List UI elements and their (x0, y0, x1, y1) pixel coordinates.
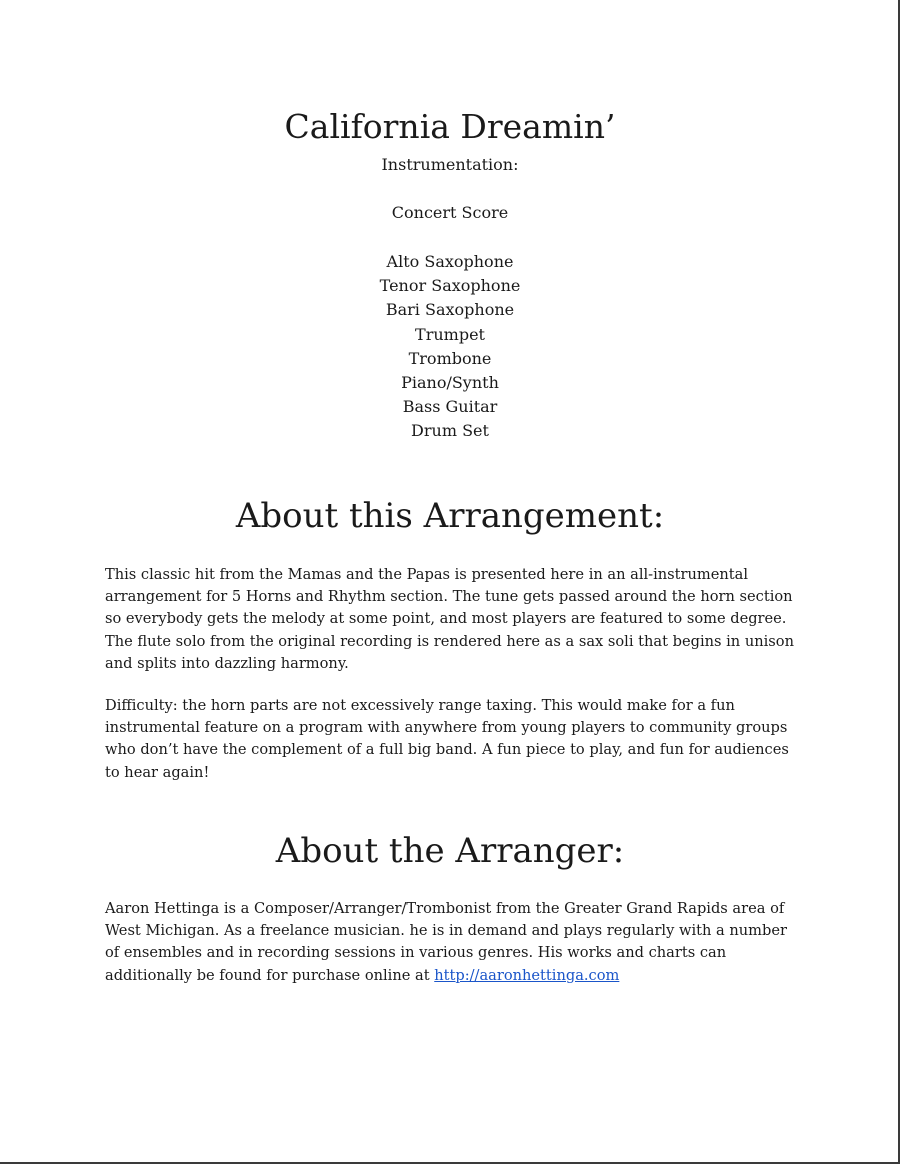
instrument-item: Bass Guitar (402, 397, 498, 417)
instrument-item: Trumpet (415, 324, 485, 344)
instrument-item: Drum Set (411, 421, 489, 441)
arranger-website-link[interactable]: http://aaronhettinga.com (434, 966, 620, 984)
arranger-bio-paragraph (105, 898, 800, 987)
instrument-item: Trombone (408, 348, 492, 368)
about-arrangement-heading: About this Arrangement: (235, 496, 665, 536)
arranger-bio-text: Aaron Hettinga is a Composer/Arranger/Trombonist from the Greater Grand Rapids area of West Michigan. As a freelance musician. he is in demand and plays regularly with a number of ensembles and in recording sessions in various genres. His works and charts can additionally be found for purchase online at (105, 900, 787, 984)
instrument-item: Alto Saxophone (386, 252, 514, 271)
instrument-list (0, 250, 900, 444)
concert-score-label: Concert Score (391, 203, 509, 222)
arrangement-description-paragraph: This classic hit from the Mamas and the Papas is presented here in an all-instrumental arrangement for 5 Horns and Rhythm section. The tune gets passed around the horn section so everybody gets the melody at some point, and most players are featured to some degree. The flute solo from the original recording is rendered here as a sax soli that begins in unison and splits into dazzling harmony. (105, 566, 794, 672)
document-title: California Dreamin’ (284, 107, 616, 146)
instrumentation-label: Instrumentation: (381, 155, 519, 174)
instrument-item: Tenor Saxophone (379, 276, 521, 296)
about-arranger-heading: About the Arranger: (275, 831, 625, 871)
instrument-item: Bari Saxophone (385, 300, 515, 320)
instrument-item: Piano/Synth (401, 373, 499, 393)
difficulty-paragraph: Difficulty: the horn parts are not excessively range taxing. This would make for a fun instrumental feature on a program with anywhere from young players to community groups who don’t have the complement of a full big band. A fun piece to play, and fun for audiences to hear again! (105, 697, 789, 781)
